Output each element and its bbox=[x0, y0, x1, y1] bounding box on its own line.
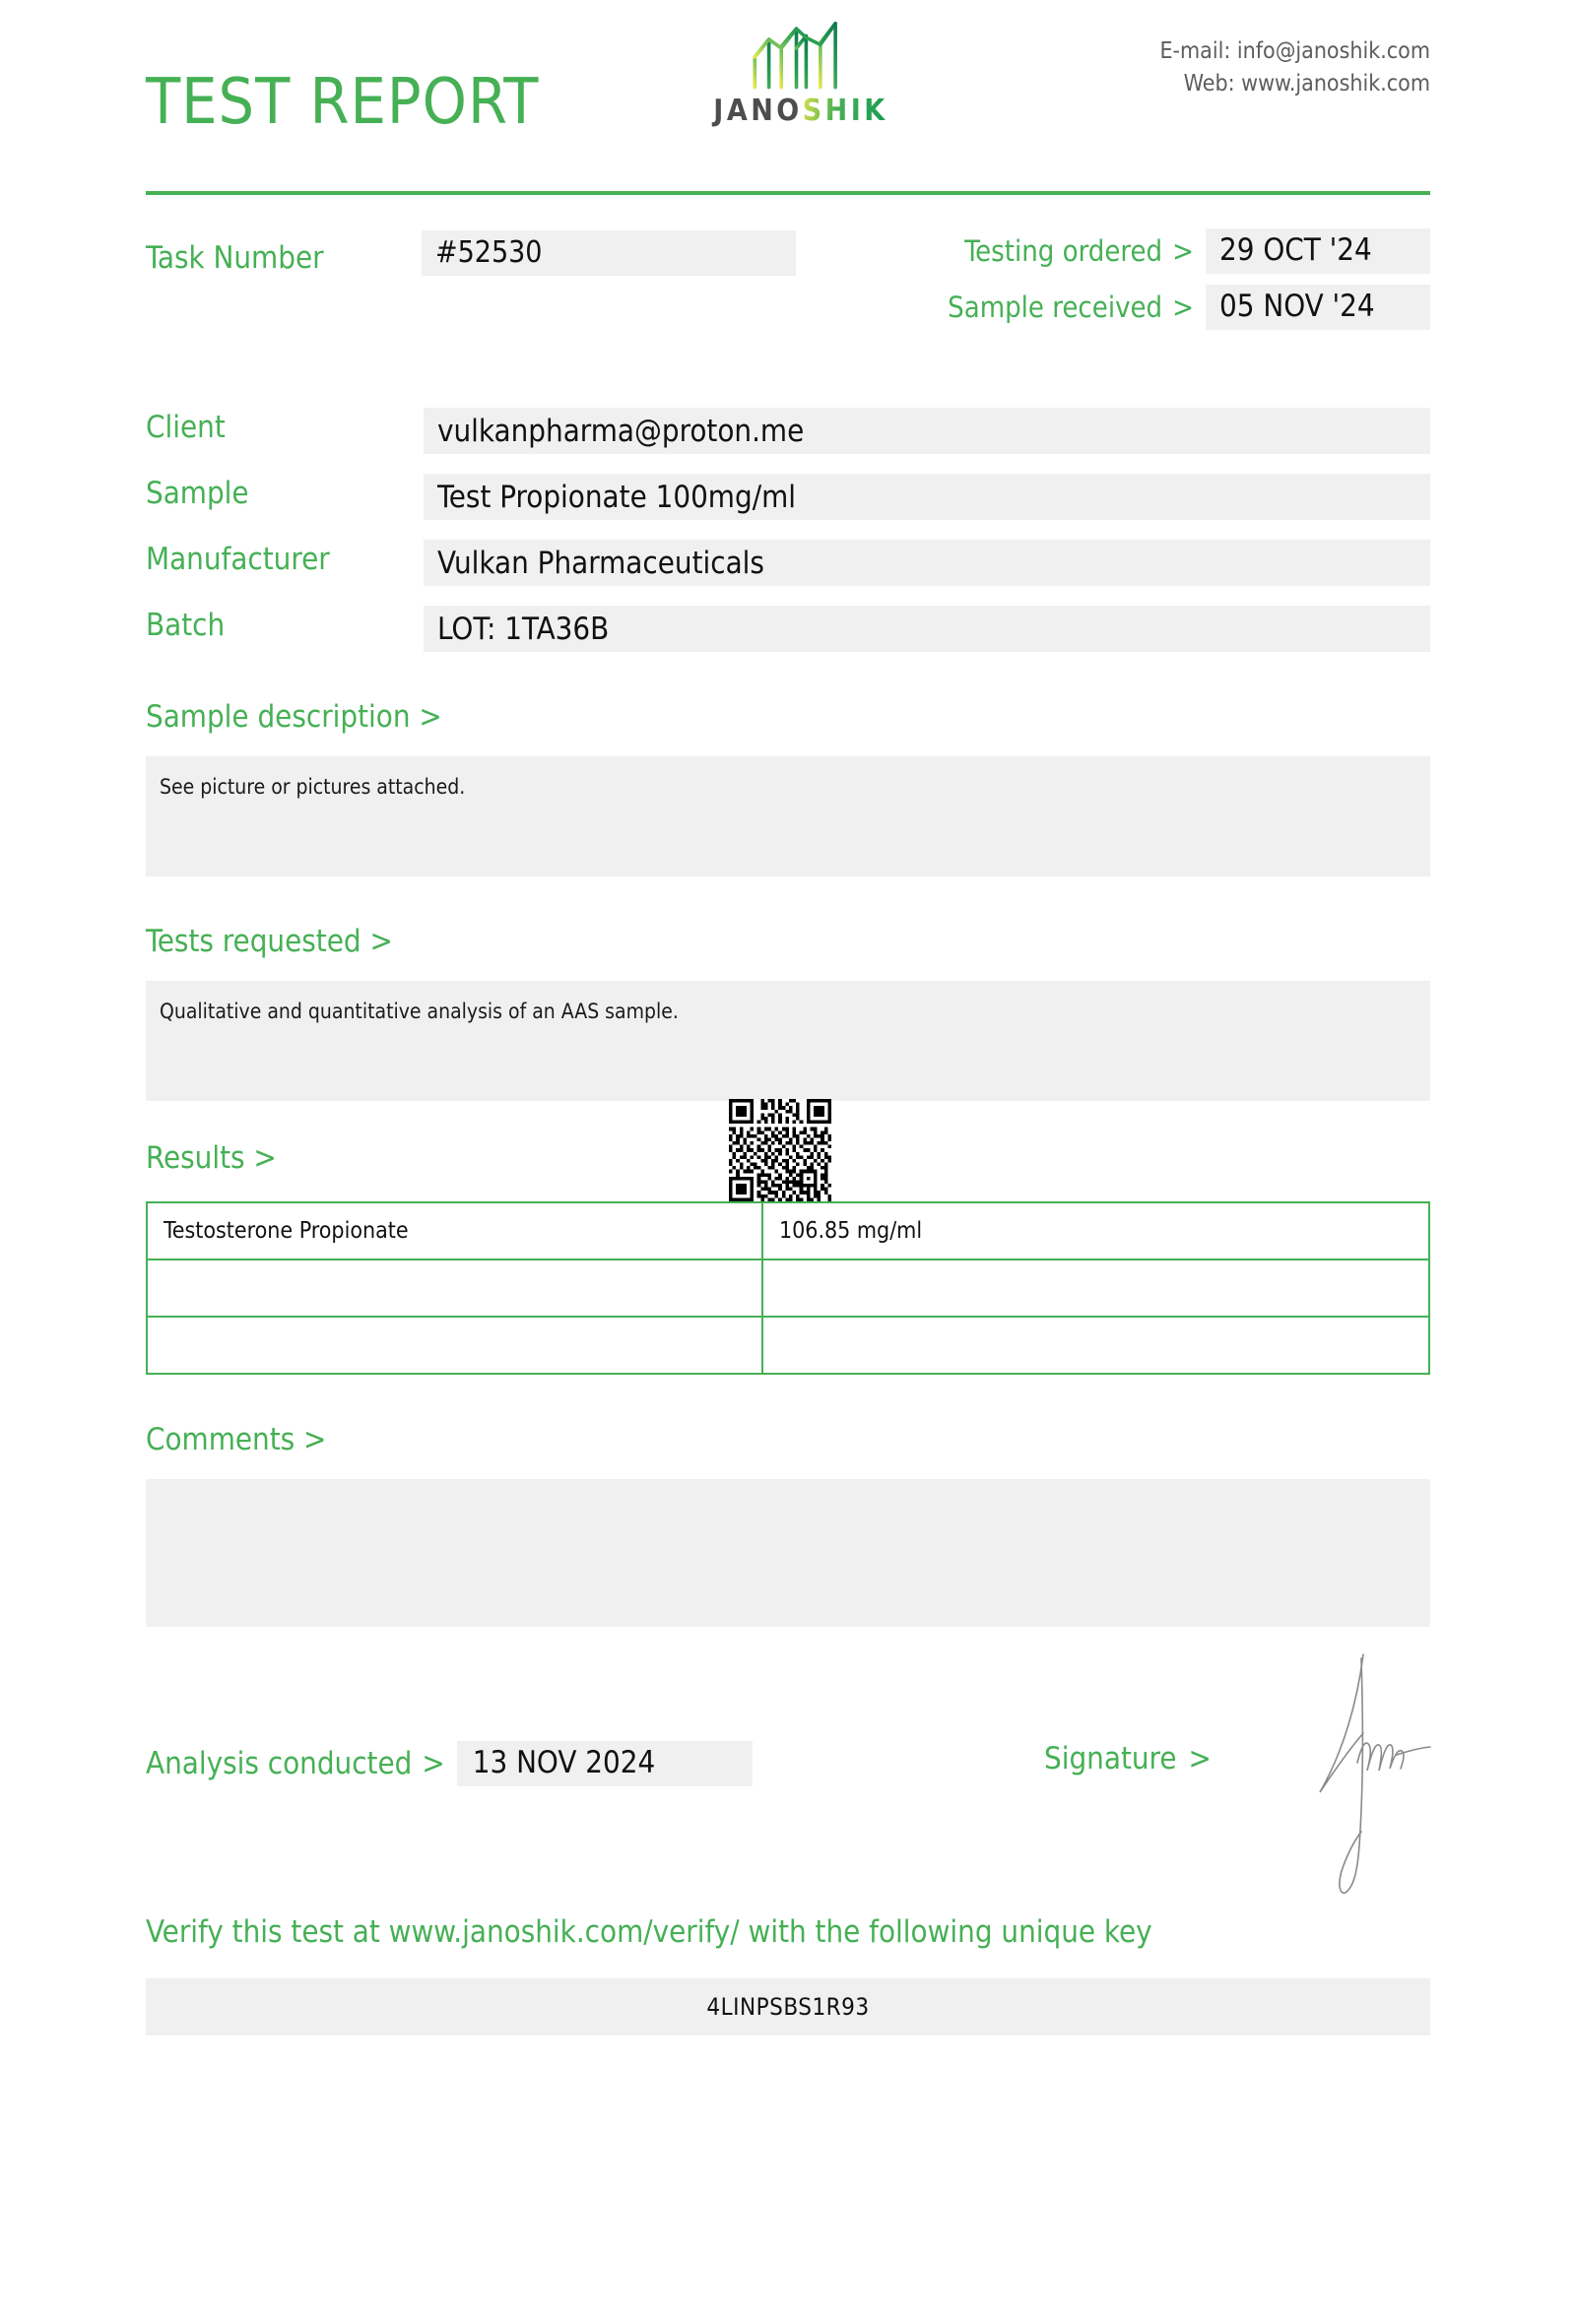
analysis-conducted-block bbox=[146, 1741, 753, 1786]
sample-description-section bbox=[146, 699, 1430, 876]
brand-shik: SHIK bbox=[802, 94, 888, 128]
sample-label: Sample bbox=[146, 476, 249, 511]
contact-info bbox=[1159, 35, 1430, 101]
sample-description-text: See picture or pictures attached. bbox=[146, 756, 1430, 876]
results-section bbox=[146, 1140, 1430, 1375]
verify-instructions: Verify this test at www.janoshik.com/verify/ with the following unique key bbox=[146, 1914, 1152, 1950]
report-header bbox=[146, 0, 1430, 187]
sample-received-value: 05 NOV '24 bbox=[1206, 285, 1430, 330]
task-number-label: Task Number bbox=[146, 240, 324, 276]
batch-value: LOT: 1TA36B bbox=[424, 606, 1430, 652]
info-row-client bbox=[146, 408, 1430, 454]
header-divider bbox=[146, 191, 1430, 195]
qr-code-icon bbox=[729, 1099, 831, 1201]
sample-value: Test Propionate 100mg/ml bbox=[424, 474, 1430, 520]
comments-text bbox=[146, 1479, 1430, 1627]
batch-label: Batch bbox=[146, 608, 226, 643]
mountain-chart-logo-icon bbox=[748, 22, 854, 93]
analysis-signature-row bbox=[146, 1690, 1430, 1887]
manufacturer-value: Vulkan Pharmaceuticals bbox=[424, 540, 1430, 586]
results-heading-row bbox=[146, 1140, 1430, 1186]
testing-ordered-value: 29 OCT '24 bbox=[1206, 228, 1430, 274]
result-name bbox=[147, 1317, 762, 1374]
table-row bbox=[147, 1317, 1429, 1374]
chevron-right-icon: > bbox=[422, 1746, 445, 1781]
sample-description-heading: Sample description > bbox=[146, 699, 442, 735]
website-line: Web: www.janoshik.com bbox=[1183, 71, 1430, 97]
task-number-value: #52530 bbox=[422, 230, 796, 276]
analysis-conducted-date: 13 NOV 2024 bbox=[457, 1741, 753, 1786]
signature-block bbox=[1044, 1741, 1212, 1776]
page-title: TEST REPORT bbox=[146, 66, 540, 139]
signature-label: Signature bbox=[1044, 1741, 1177, 1776]
result-name bbox=[147, 1259, 762, 1317]
result-name: Testosterone Propionate bbox=[147, 1202, 762, 1259]
signature-mark bbox=[1298, 1652, 1495, 1899]
brand-wordmark bbox=[688, 94, 914, 128]
chevron-right-icon: > bbox=[1172, 234, 1194, 268]
result-value: 106.85 mg/ml bbox=[762, 1202, 1429, 1259]
result-value bbox=[762, 1317, 1429, 1374]
chevron-right-icon: > bbox=[1188, 1741, 1212, 1776]
client-label: Client bbox=[146, 410, 226, 445]
table-row bbox=[147, 1202, 1429, 1259]
brand-jano: JANO bbox=[713, 94, 803, 128]
tests-requested-heading: Tests requested > bbox=[146, 924, 393, 959]
comments-heading: Comments > bbox=[146, 1422, 327, 1457]
testing-ordered-row bbox=[879, 228, 1430, 274]
dates-block bbox=[879, 228, 1430, 341]
manufacturer-label: Manufacturer bbox=[146, 542, 330, 577]
results-heading: Results > bbox=[146, 1140, 277, 1176]
sample-info-block bbox=[146, 408, 1430, 652]
client-value: vulkanpharma@proton.me bbox=[424, 408, 1430, 454]
table-row bbox=[147, 1259, 1429, 1317]
verify-section bbox=[146, 1914, 1430, 2035]
sample-received-row bbox=[879, 285, 1430, 330]
tests-requested-text: Qualitative and quantitative analysis of an AAS sample. bbox=[146, 981, 1430, 1101]
email-line: E-mail: info@janoshik.com bbox=[1159, 38, 1430, 64]
chevron-right-icon: > bbox=[1172, 290, 1194, 324]
tests-requested-section bbox=[146, 924, 1430, 1101]
janoshik-logo bbox=[688, 22, 914, 126]
result-value bbox=[762, 1259, 1429, 1317]
info-row-batch bbox=[146, 606, 1430, 652]
task-and-dates-row bbox=[146, 228, 1430, 347]
unique-key-value: 4LINPSBS1R93 bbox=[146, 1978, 1430, 2035]
comments-section bbox=[146, 1422, 1430, 1627]
info-row-manufacturer bbox=[146, 540, 1430, 586]
results-table bbox=[146, 1201, 1430, 1375]
sample-received-label: Sample received bbox=[948, 290, 1163, 324]
analysis-conducted-label: Analysis conducted bbox=[146, 1746, 413, 1781]
testing-ordered-label: Testing ordered bbox=[964, 234, 1163, 268]
info-row-sample bbox=[146, 474, 1430, 520]
